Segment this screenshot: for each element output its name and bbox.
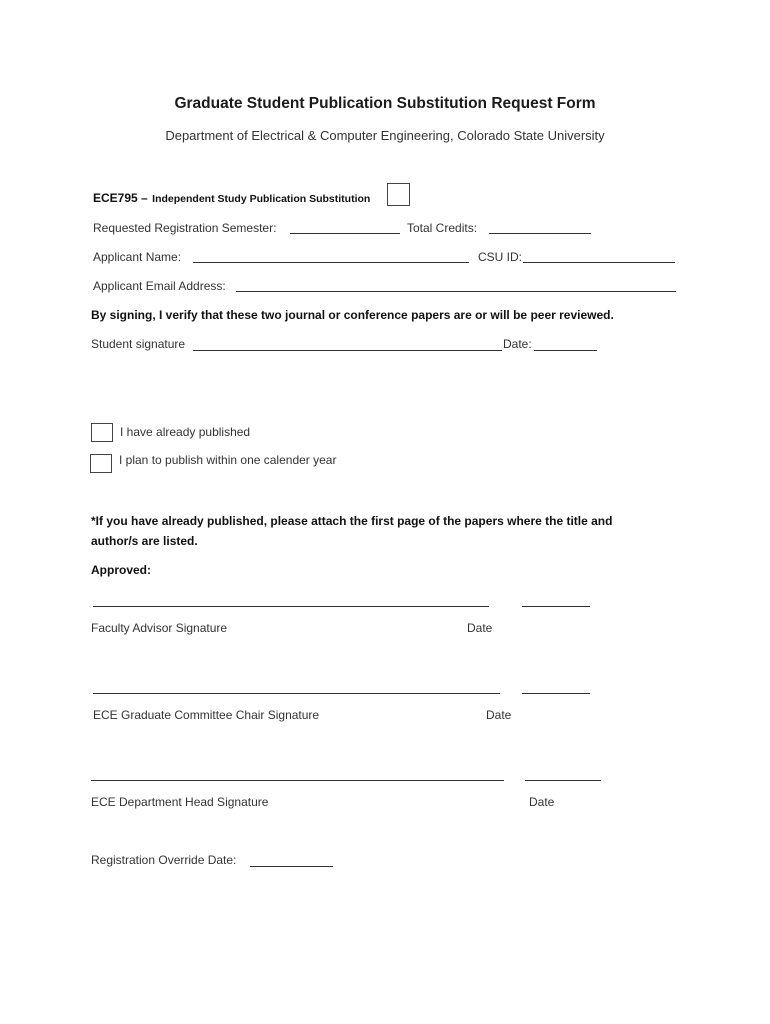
course-checkbox[interactable] [387, 183, 410, 206]
course-code: ECE795 – [93, 191, 148, 205]
advisor-signature-label: Faculty Advisor Signature [91, 621, 228, 635]
email-field[interactable] [236, 291, 676, 292]
head-date-field[interactable] [525, 780, 601, 781]
override-date-field[interactable] [250, 866, 333, 867]
attachment-note-line-1: *If you have already published, please attach the first page of the papers where the title and [91, 514, 613, 528]
page-title: Graduate Student Publication Substitution Request Form [174, 95, 596, 112]
head-date-label: Date [529, 795, 555, 809]
chair-date-label: Date [486, 708, 512, 722]
already-published-checkbox[interactable] [91, 423, 113, 442]
chair-date-field[interactable] [522, 693, 590, 694]
head-signature-label: ECE Department Head Signature [91, 795, 269, 809]
chair-signature-field[interactable] [93, 693, 500, 694]
csu-id-label: CSU ID: [478, 250, 523, 264]
head-signature-field[interactable] [91, 780, 504, 781]
student-signature-field[interactable] [193, 350, 502, 351]
course-description: Independent Study Publication Substitution [152, 193, 371, 205]
credits-label: Total Credits: [407, 221, 478, 235]
course-heading [93, 189, 370, 207]
override-date-label: Registration Override Date: [91, 853, 237, 867]
student-date-label: Date: [503, 337, 532, 351]
email-label: Applicant Email Address: [93, 279, 226, 293]
verification-statement: By signing, I verify that these two journal or conference papers are or will be peer reviewed. [91, 308, 614, 322]
advisor-date-field[interactable] [522, 606, 590, 607]
student-date-field[interactable] [534, 350, 597, 351]
already-published-label: I have already published [120, 425, 251, 439]
chair-signature-label: ECE Graduate Committee Chair Signature [93, 708, 320, 722]
approved-label: Approved: [91, 563, 151, 577]
plan-to-publish-checkbox[interactable] [90, 454, 112, 473]
advisor-signature-field[interactable] [93, 606, 489, 607]
credits-field[interactable] [489, 233, 591, 234]
plan-to-publish-label: I plan to publish within one calender year [119, 453, 337, 467]
advisor-date-label: Date [467, 621, 493, 635]
semester-field[interactable] [290, 233, 400, 234]
semester-label: Requested Registration Semester: [93, 221, 277, 235]
student-signature-label: Student signature [91, 337, 186, 351]
applicant-name-field[interactable] [193, 262, 469, 263]
department-subtitle: Department of Electrical & Computer Engineering, Colorado State University [165, 128, 605, 143]
attachment-note-line-2: author/s are listed. [91, 534, 198, 548]
applicant-name-label: Applicant Name: [93, 250, 182, 264]
csu-id-field[interactable] [523, 262, 675, 263]
